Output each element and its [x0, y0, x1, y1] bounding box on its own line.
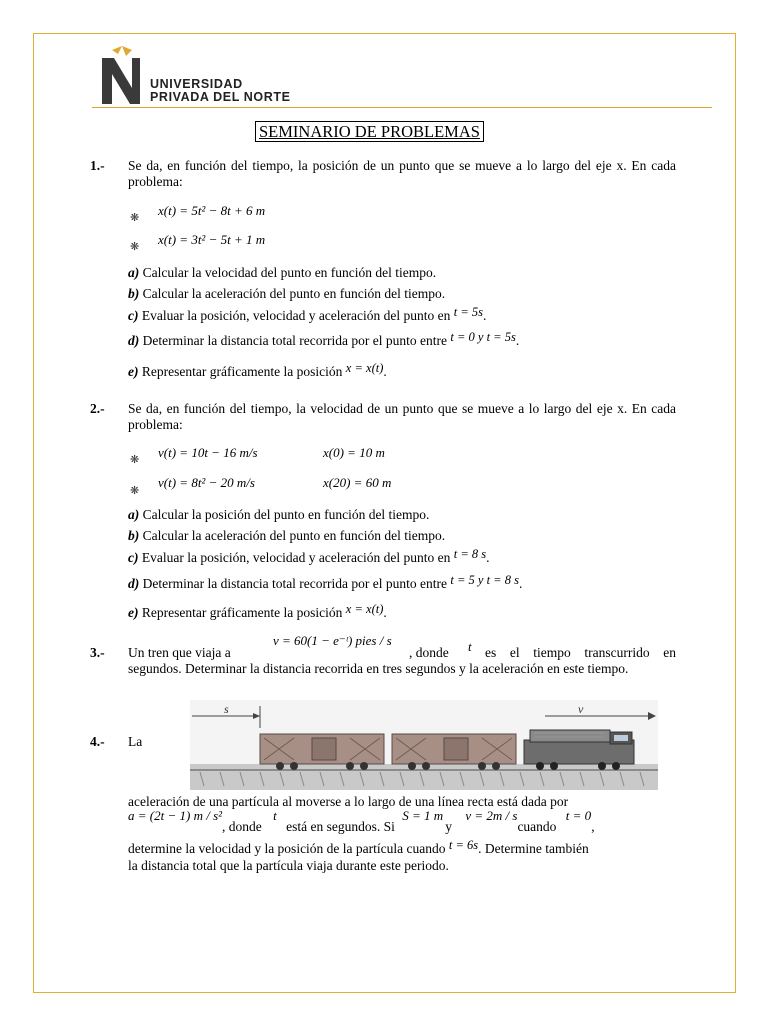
item-text: Determinar la distancia total recorrida por el punto entre: [142, 333, 447, 348]
initial-time: t = 0: [565, 808, 592, 823]
problem-1-equation-1: x(t) = 5t² − 8t + 6 m: [158, 203, 266, 218]
item-letter: d): [128, 333, 140, 348]
item-text: Calcular la velocidad del punto en función del tiempo.: [142, 265, 437, 280]
problem-3-time-variable: t: [468, 639, 472, 654]
problem-1-item-e: e) Representar gráficamente la posición x = x(t).: [128, 361, 387, 379]
item-letter: b): [128, 528, 140, 543]
text-determine: determine la velocidad y la posición de la partícula cuando: [128, 841, 446, 856]
problem-2-item-c: c) Evaluar la posición, velocidad y aceleración del punto en t = 8 s.: [128, 547, 490, 565]
item-letter: b): [128, 286, 140, 301]
problem-3-velocity-equation: v = 60(1 − e⁻ᵗ) pies / s: [273, 633, 392, 648]
item-text: Representar gráficamente la posición: [141, 364, 343, 379]
problem-1-intro: Se da, en función del tiempo, la posición de un punto que se mueve a lo largo del eje x. En cada problema:: [128, 158, 676, 189]
problem-3-text-b: , donde: [409, 645, 449, 660]
university-name-line1: UNIVERSIDAD: [150, 77, 243, 91]
item-letter: c): [128, 550, 139, 565]
figure-label-s: s: [224, 702, 229, 716]
item-text: Calcular la posición del punto en función del tiempo.: [142, 507, 430, 522]
item-equation: t = 5 y t = 8 s: [450, 573, 519, 587]
train-figure: [190, 700, 658, 790]
problem-4-line-1: aceleración de una partícula al moverse a lo largo de una línea recta está dada por: [128, 794, 569, 809]
problem-3-text-c: es el tiempo transcurrido en segundos. Determinar la distancia recorrida en tres segundos y la aceleración en este tiempo.: [128, 645, 676, 676]
position-condition: S = 1 m: [402, 808, 444, 823]
problem-2-number: 2.-: [90, 401, 105, 416]
text-esta: está en segundos. Si: [286, 819, 395, 834]
item-letter: a): [128, 507, 140, 522]
item-letter: a): [128, 265, 140, 280]
problem-2-equation-2-velocity: v(t) = 8t² − 20 m/s: [158, 475, 255, 490]
problem-1-item-a: [128, 265, 436, 281]
acceleration-equation: a = (2t − 1) m / s²: [128, 808, 223, 823]
page-title: SEMINARIO DE PROBLEMAS: [255, 121, 484, 142]
item-text: Calcular la aceleración del punto en función del tiempo.: [142, 286, 446, 301]
item-letter: e): [128, 364, 139, 379]
item-letter: d): [128, 576, 140, 591]
university-name-line2: PRIVADA DEL NORTE: [150, 90, 291, 104]
problem-4-number: 4.-: [90, 734, 105, 749]
problem-3-text-a: Un tren que viaja a: [128, 645, 231, 660]
item-text: Calcular la aceleración del punto en función del tiempo.: [142, 528, 446, 543]
text-determine-tambien: . Determine también: [478, 841, 589, 856]
problem-1-item-b: [128, 286, 445, 302]
final-time: t = 6s: [448, 838, 479, 852]
text-cuando: cuando: [517, 819, 557, 834]
bullet-icon: ❋: [130, 241, 140, 253]
problem-2-equation-2-position: x(20) = 60 m: [323, 475, 392, 490]
problem-2-item-e: e) Representar gráficamente la posición x = x(t).: [128, 602, 387, 620]
item-text: Evaluar la posición, velocidad y aceleración del punto en: [141, 550, 451, 565]
time-variable: t: [273, 808, 277, 823]
item-equation: t = 5s: [453, 305, 484, 319]
logo-n-icon: [92, 40, 152, 108]
bullet-icon: ❋: [130, 454, 140, 466]
problem-2-intro: Se da, en función del tiempo, la velocidad de un punto que se mueve a lo largo del eje x. En cada problema:: [128, 401, 676, 432]
problem-4-lead: La: [128, 734, 143, 749]
problem-1-equation-2: x(t) = 3t² − 5t + 1 m: [158, 232, 266, 247]
problem-2-item-a: [128, 507, 429, 523]
item-text: Representar gráficamente la posición: [141, 605, 343, 620]
item-equation: t = 0 y t = 5s: [450, 330, 516, 344]
figure-label-v: v: [578, 702, 584, 716]
problem-2-equation-1-velocity: v(t) = 10t − 16 m/s: [158, 445, 258, 460]
item-equation: t = 8 s: [453, 547, 487, 561]
problem-1-number: 1.-: [90, 158, 105, 173]
velocity-condition: v = 2m / s: [465, 808, 518, 823]
bullet-icon: ❋: [130, 212, 140, 224]
item-equation: x = x(t): [345, 602, 384, 616]
problem-4-line-4: la distancia total que la partícula viaja durante este periodo.: [128, 858, 449, 873]
problem-4-line-2: a = (2t − 1) m / s², donde t está en segundos. Si S = 1 my v = 2m / scuando t = 0,: [128, 808, 595, 834]
item-letter: c): [128, 308, 139, 323]
item-equation: x = x(t): [345, 361, 384, 375]
header-rule: [92, 107, 712, 108]
bullet-icon: ❋: [130, 485, 140, 497]
item-text: Determinar la distancia total recorrida por el punto entre: [142, 576, 447, 591]
problem-4-line-3: [128, 838, 589, 858]
problem-1-item-d: d) Determinar la distancia total recorrida por el punto entre t = 0 y t = 5s.: [128, 330, 520, 348]
problem-2-item-b: [128, 528, 445, 544]
university-name: [150, 78, 291, 104]
problem-3-number: 3.-: [90, 645, 105, 660]
problem-2-equation-1-position: x(0) = 10 m: [323, 445, 385, 460]
item-text: Evaluar la posición, velocidad y aceleración del punto en: [141, 308, 451, 323]
text-y: y: [445, 819, 452, 834]
problem-1-item-c: c) Evaluar la posición, velocidad y aceleración del punto en t = 5s.: [128, 305, 487, 323]
problem-2-item-d: d) Determinar la distancia total recorrida por el punto entre t = 5 y t = 8 s.: [128, 573, 523, 591]
text-donde: , donde: [222, 819, 262, 834]
item-letter: e): [128, 605, 139, 620]
